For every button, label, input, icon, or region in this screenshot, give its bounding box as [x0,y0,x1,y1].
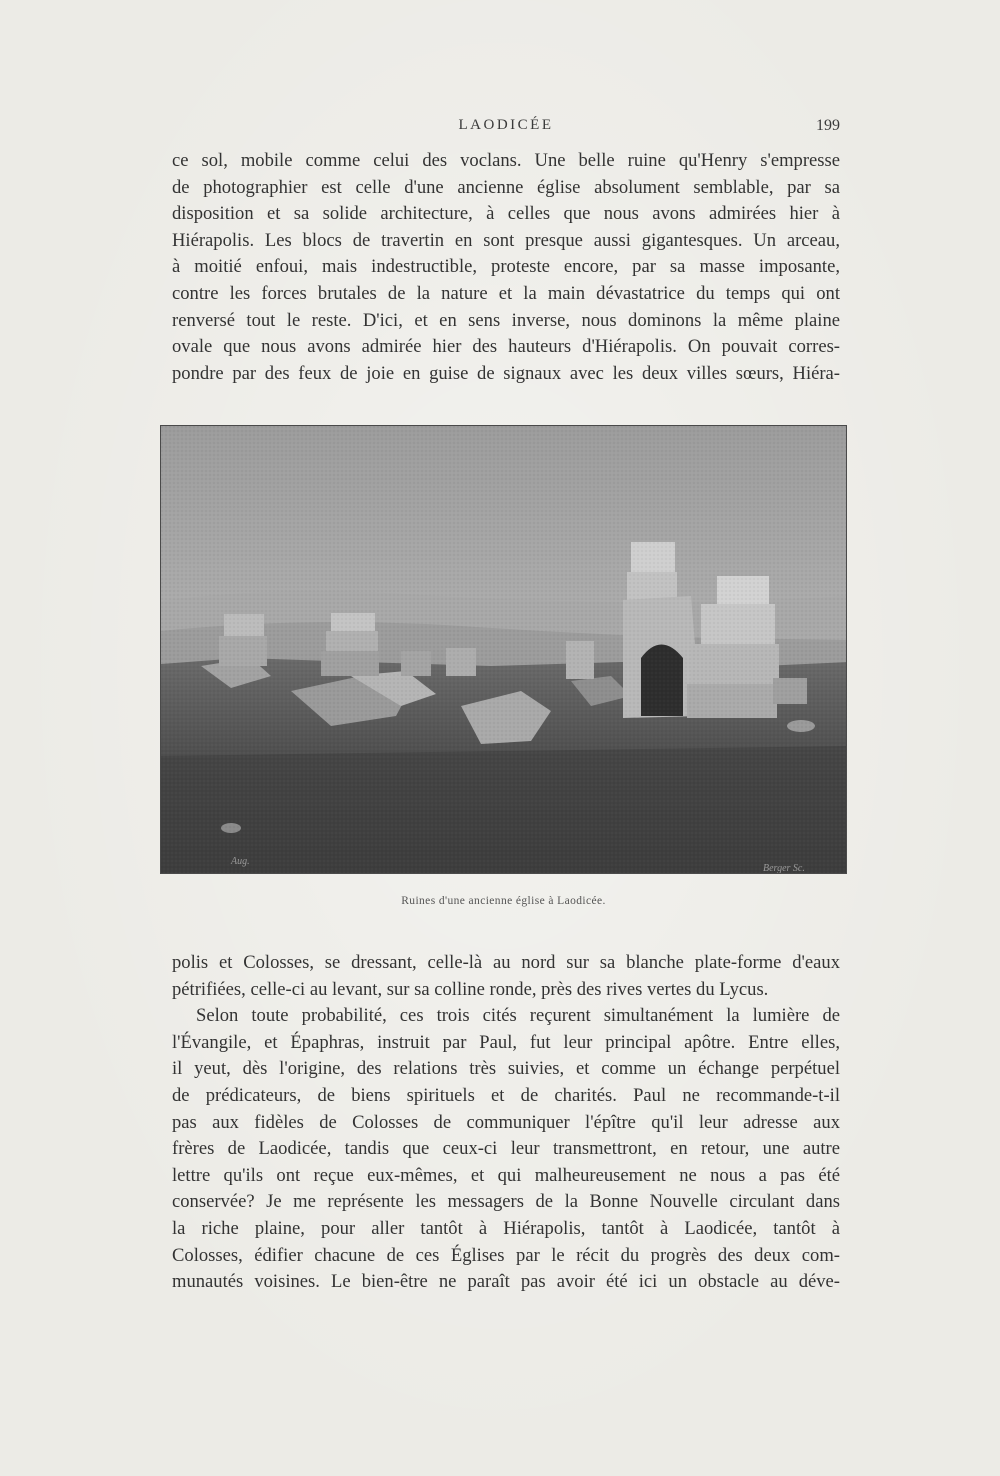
page-header [172,117,840,139]
ruins-photograph [160,425,847,874]
figure-caption: Ruines d'une ancienne église à Laodicée. [401,895,606,907]
text-line: Selon toute probabilité, ces trois cités reçurent simultanément la lumière de [196,1005,840,1027]
photograph-image [161,426,847,874]
text-line: ce sol, mobile comme celui des voclans. Une belle ruine qu'Henry s'empresse [172,150,840,171]
running-title: LAODICÉE [458,117,554,133]
text-line: pétrifiées, celle-ci au levant, sur sa colline ronde, près des rives vertes du Lycus. [172,978,769,1000]
text-line: pondre par des feux de joie en guise de signaux avec les deux villes sœurs, Hiéra- [172,362,840,384]
top-paragraph [172,148,840,387]
bottom-paragraphs [172,950,840,1296]
text-line: ovale que nous avons admirée hier des hauteurs d'Hiérapolis. On pouvait corres- [172,336,840,358]
text-line: la riche plaine, pour aller tantôt à Hiérapolis, tantôt à Laodicée, tantôt à [172,1217,840,1239]
text-line: renversé tout le reste. D'ici, et en sens inverse, nous dominons la même plaine [172,309,840,331]
text-line: Hiérapolis. Les blocs de travertin en sont presque aussi gigantesques. Un arceau, [172,229,840,251]
text-line: lettre qu'ils ont reçue eux-mêmes, et qui malheureusement ne nous a pas été [172,1164,840,1186]
text-line: polis et Colosses, se dressant, celle-là au nord sur sa blanche plate-forme d'eaux [172,952,840,973]
page-number: 199 [816,117,840,134]
text-line: contre les forces brutales de la nature et la main dévastatrice du temps qui ont [172,282,840,304]
text-line: l'Évangile, et Épaphras, instruit par Paul, fut leur principal apôtre. Entre elles, [172,1031,840,1053]
engraver-signature-right: Berger Sc. [763,863,805,874]
text-line: disposition et sa solide architecture, à celles que nous avons admirées hier à [172,203,840,225]
text-line: frères de Laodicée, tandis que ceux-ci leur transmettront, en retour, une autre [172,1138,840,1160]
text-line: conservée? Je me représente les messagers de la Bonne Nouvelle circulant dans [172,1191,840,1213]
engraver-signature-left: Aug. [231,856,250,867]
text-line: Colosses, édifier chacune de ces Églises par le récit du progrès des deux com- [172,1244,840,1266]
text-line: pas aux fidèles de Colosses de communiquer l'épître qu'il leur adresse aux [172,1111,840,1133]
text-line: il yeut, dès l'origine, des relations très suivies, et comme un échange perpétuel [172,1058,840,1080]
paragraph [172,1003,840,1296]
paragraph [172,950,840,1003]
text-line: de photographier est celle d'une ancienne église absolument semblable, par sa [172,176,840,198]
text-line: munautés voisines. Le bien-être ne paraît pas avoir été ici un obstacle au déve- [172,1271,840,1293]
text-line: de prédicateurs, de biens spirituels et de charités. Paul ne recommande-t-il [172,1084,840,1106]
paragraph [172,148,840,387]
text-line: à moitié enfoui, mais indestructible, proteste encore, par sa masse imposante, [172,256,840,278]
